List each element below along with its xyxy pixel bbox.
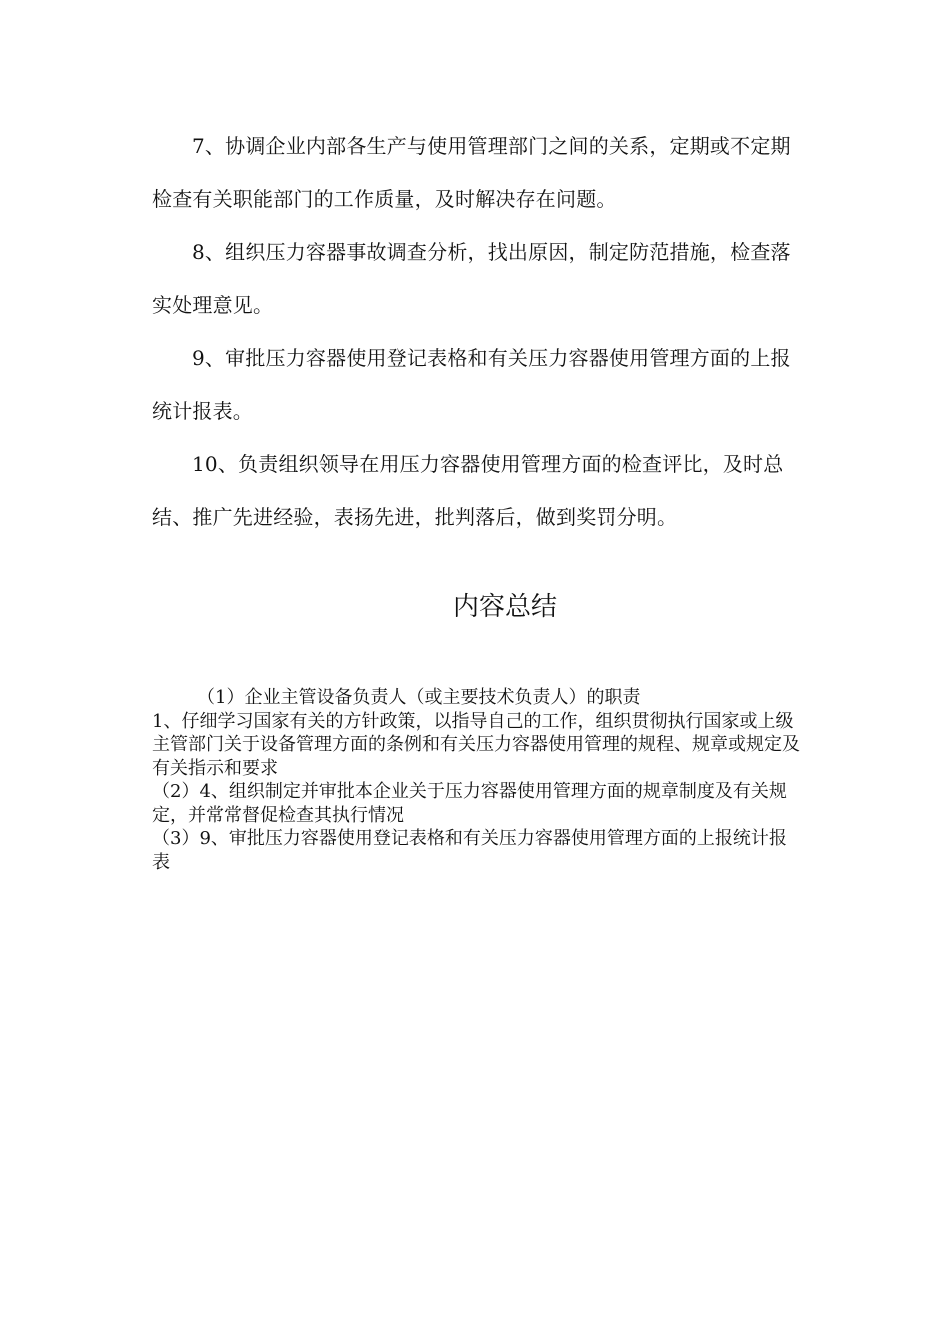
- document-body: [152, 120, 802, 544]
- paragraph-item-9: 9、审批压力容器使用登记表格和有关压力容器使用管理方面的上报统计报表。: [152, 346, 791, 423]
- paragraph-item-10: 10、负责组织领导在用压力容器使用管理方面的检查评比，及时总结、推广先进经验，表扬先进，批判落后，做到奖罚分明。: [152, 452, 784, 529]
- summary-section: [152, 686, 802, 874]
- paragraph-item-8: 8、组织压力容器事故调查分析，找出原因，制定防范措施，检查落实处理意见。: [152, 240, 791, 317]
- paragraph-item-7: 7、协调企业内部各生产与使用管理部门之间的关系，定期或不定期检查有关职能部门的工作质量，及时解决存在问题。: [152, 134, 791, 211]
- summary-line-4: （3）9、审批压力容器使用登记表格和有关压力容器使用管理方面的上报统计报表: [152, 828, 787, 873]
- summary-line-3: （2）4、组织制定并审批本企业关于压力容器使用管理方面的规章制度及有关规定，并常常督促检查其执行情况: [152, 781, 787, 826]
- summary-title: 内容总结: [452, 592, 557, 622]
- summary-line-1: （1）企业主管设备负责人（或主要技术负责人）的职责: [197, 687, 641, 708]
- summary-line-2: 1、仔细学习国家有关的方针政策，以指导自己的工作，组织贯彻执行国家或上级主管部门关于设备管理方面的条例和有关压力容器使用管理的规程、规章或规定及有关指示和要求: [152, 710, 800, 779]
